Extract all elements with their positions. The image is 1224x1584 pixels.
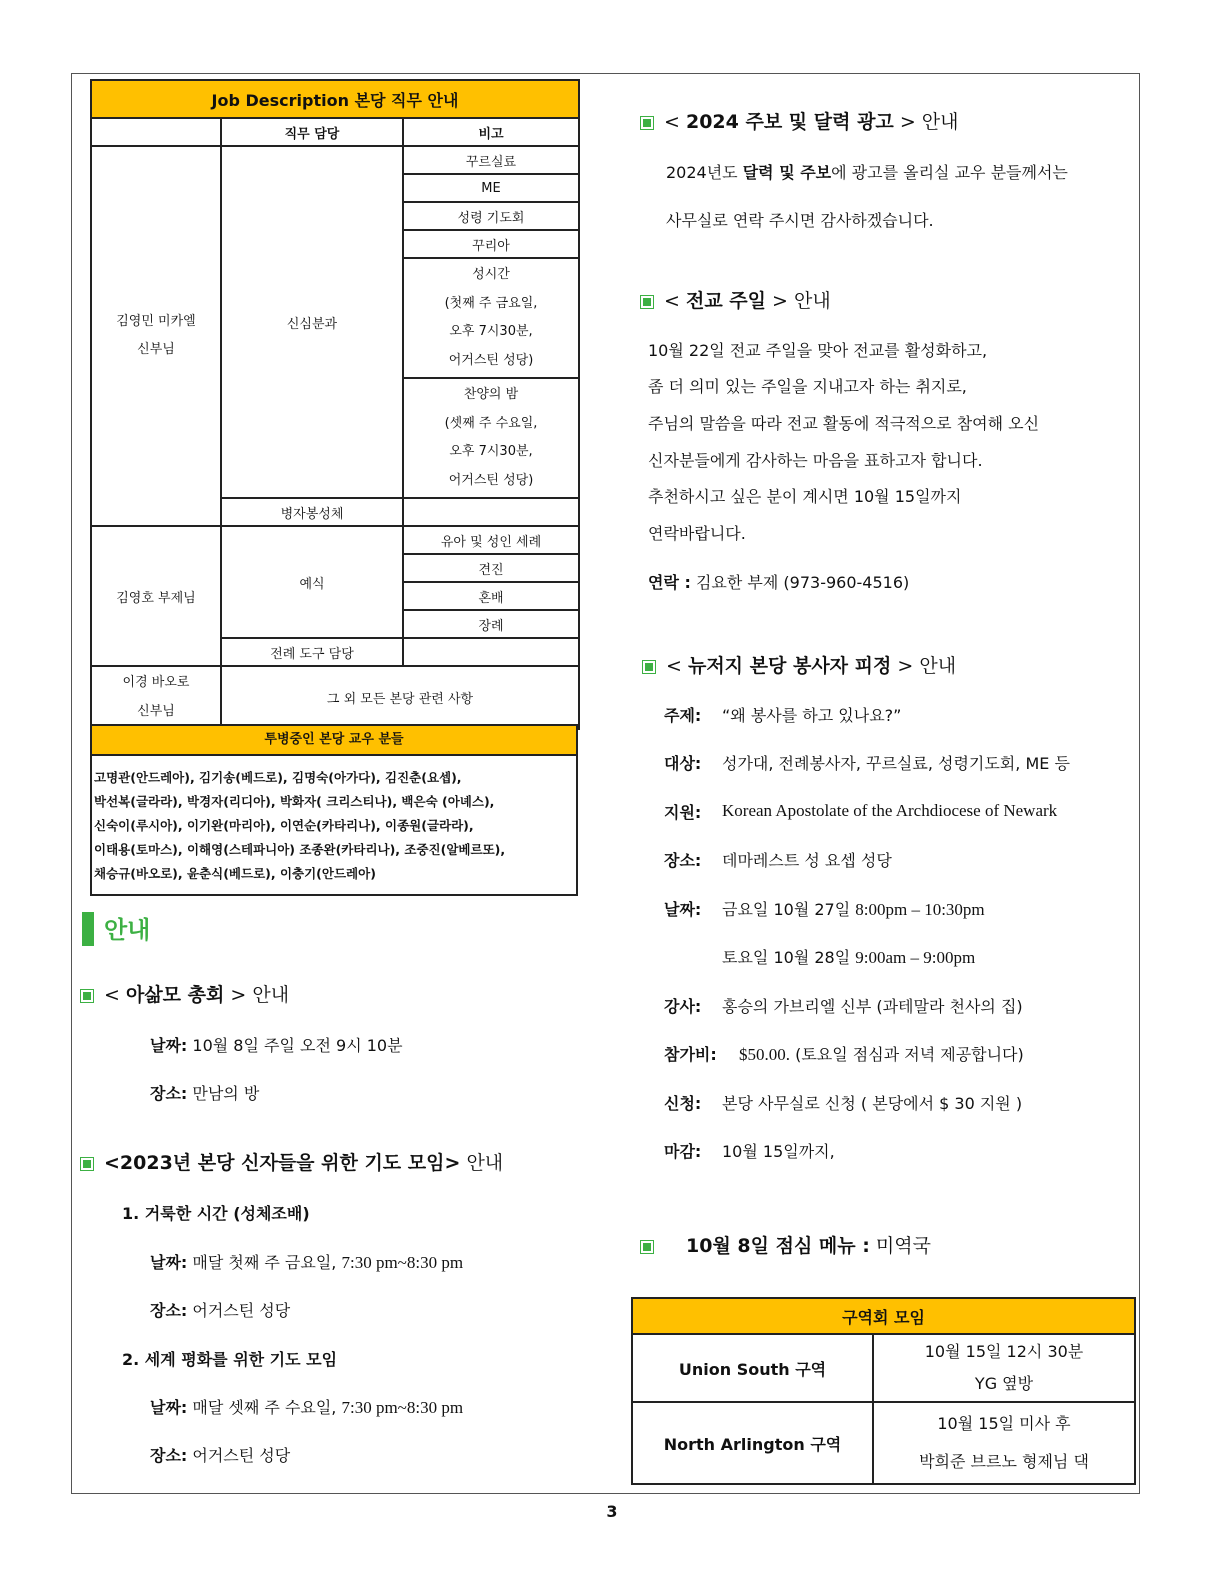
prayer-item1-place [150,1298,290,1321]
retreat-topic-label: 주제: [664,706,702,725]
note-confirmation: 견진 [403,554,579,582]
other-duties-cell: 그 외 모든 본당 관련 사항 [221,666,579,729]
retreat-target-label: 대상: [664,754,702,773]
retreat-speaker: 홍승의 가브리엘 신부 (과테말라 천사의 집) [722,997,1023,1016]
place-value: 만남의 방 [187,1084,260,1103]
retreat-fee-label: 참가비: [664,1045,717,1064]
mission-line: 신자분들에게 감사하는 마음을 표하고자 합니다. [648,451,983,470]
sick-list-line: 채승규(바오로), 윤춘식(베드로), 이충기(안드레아) [94,866,376,881]
holy-hour-line: 어거스틴 성당) [448,352,534,368]
place-label: 장소: [150,1301,188,1320]
section-bar [82,912,94,946]
retreat-fee [739,1042,1024,1065]
place-value: 어거스틴 성당 [187,1446,291,1465]
col-note: 비고 [403,118,579,146]
asalmo-heading [80,980,289,1007]
heading-suffix: > 안내 [224,984,290,1006]
heading-suffix: > 안내 [766,290,831,312]
section-title-text: 안내 [104,916,151,944]
sick-list-title: 투병중인 본당 교우 분들 [92,726,576,756]
lunch-menu: 미역국 [869,1235,931,1257]
retreat-date1 [722,897,985,920]
retreat-place-label: 장소: [664,851,702,870]
page-number: 3 [606,1502,618,1521]
empty-note-cell [403,498,579,526]
calendar-ad-heading [640,107,959,134]
retreat-support: Korean Apostolate of the Archdiocese of Newark [722,801,1058,820]
gathering-title: 구역회 모임 [632,1298,1135,1334]
detail-line: 박희준 브르노 형제님 댁 [919,1452,1089,1471]
time-value: 8:00pm – 10:30pm [855,900,985,919]
mission-line: 주님의 말씀을 따라 전교 활동에 적극적으로 참여해 오신 [648,414,1040,433]
priest1-name: 김영민 미카엘 [116,313,196,329]
calendar-ad-line1 [666,160,1068,183]
date-label: 날짜: [150,1253,188,1272]
retreat-date-label: 날짜: [664,900,702,919]
sick-list-body [92,756,576,894]
sick-list-line: 이태용(토마스), 이해영(스테파니아) 조종완(카타리나), 조중진(알베르또), [94,842,506,857]
date-label: 날짜: [150,1398,188,1417]
deacon-cell: 김영호 부제님 [91,526,221,666]
retreat-place: 데마레스트 성 요셉 성당 [722,851,892,870]
lunch-title: 10월 8일 점심 메뉴 : [686,1235,870,1257]
praise-night-line: 어거스틴 성당) [448,472,534,488]
bracket-open: < [664,111,686,133]
district-name: Union South 구역 [632,1334,873,1402]
fee-amount: $50.00. [739,1045,790,1064]
prayer-item1-date [150,1250,463,1273]
calendar-ad-line2: 사무실로 연락 주시면 감사하겠습니다. [666,211,934,230]
job-description-table [90,79,580,730]
note-me: ME [403,174,579,202]
praise-night-line: 오후 7시30분, [449,444,533,459]
sick-parishioners-box [90,724,578,896]
date-value: 금요일 10월 27일 [722,900,856,919]
empty-note-cell [403,638,579,666]
note-funeral: 장례 [403,610,579,638]
note-marriage: 혼배 [403,582,579,610]
time-value: 7:30 pm~8:30 pm [341,1398,464,1417]
lunch-heading [640,1231,931,1258]
checkbox-icon [80,989,94,1003]
place-label: 장소: [150,1084,188,1103]
text-part: 2024년도 [666,163,743,182]
retreat-target: 성가대, 전례봉사자, 꾸르실료, 성령기도회, ME 등 [722,754,1070,773]
prayer-item2: 2. 세계 평화를 위한 기도 모임 [122,1350,338,1369]
place-label: 장소: [150,1446,188,1465]
dept1-cell: 신심분과 [221,146,403,498]
job-table-title: Job Description 본당 직무 안내 [91,80,579,118]
checkbox-icon [640,1240,654,1254]
mission-heading [640,286,831,313]
district-detail [873,1334,1135,1402]
prayer-title: <2023년 본당 신자들을 위한 기도 모임> [104,1152,461,1174]
retreat-support-label: 지원: [664,803,702,822]
mission-line: 추천하시고 싶은 분이 계시면 10월 15일까지 [648,487,962,506]
bracket-open: < [664,290,686,312]
retreat-title: 뉴저지 본당 봉사자 피정 [687,655,892,677]
date-label: 날짜: [150,1036,188,1055]
priest1-cell [91,146,221,526]
district-gathering-table [631,1297,1136,1485]
priest1-title: 신부님 [137,342,175,357]
mission-line: 연락바랍니다. [648,524,746,543]
priest2-name: 이경 바오로 [122,675,190,690]
holy-hour-line: 오후 7시30분, [449,324,533,339]
sick-communion-cell: 병자봉성체 [221,498,403,526]
sick-list-line: 신숙이(루시아), 이기완(마리아), 이연순(카타리나), 이종원(글라라), [94,818,474,833]
bracket-open: < [104,984,126,1006]
time-value: 9:00am – 9:00pm [855,948,976,967]
note-cursillo: 꾸르실료 [403,146,579,174]
contact-label: 연락 : [648,573,691,592]
retreat-heading [642,651,956,678]
note-holy-spirit: 성령 기도회 [403,202,579,230]
date-value: 매달 첫째 주 금요일, [187,1253,342,1272]
retreat-topic: “왜 봉사를 하고 있나요?” [722,706,902,725]
fee-note: (토요일 점심과 저녁 제공합니다) [790,1045,1024,1064]
note-praise-night [403,378,579,498]
date-value: 매달 셋째 주 수요일, [187,1398,342,1417]
retreat-deadline-label: 마감: [664,1142,702,1161]
time-value: 7:30 pm~8:30 pm [341,1253,464,1272]
district-detail [873,1402,1135,1484]
retreat-speaker-label: 강사: [664,997,702,1016]
prayer-heading [80,1148,503,1175]
mission-line: 10월 22일 전교 주일을 맞아 전교를 활성화하고, [648,341,988,360]
retreat-apply-label: 신청: [664,1094,702,1113]
retreat-deadline: 10월 15일까지, [722,1142,835,1161]
sick-list-line: 고명관(안드레아), 김기송(베드로), 김명숙(아가다), 김진춘(요셉), [94,770,462,785]
date-value: 토요일 10월 28일 [722,948,856,967]
liturgy-tools-cell: 전례 도구 담당 [221,638,403,666]
calendar-ad-title: 2024 주보 및 달력 광고 [685,111,894,133]
note-curia: 꾸리아 [403,230,579,258]
retreat-apply: 본당 사무실로 신청 ( 본당에서 $ 30 지원 ) [722,1094,1023,1113]
holy-hour-line: (첫째 주 금요일, [444,295,538,311]
date-value: 10월 8일 주일 오전 9시 10분 [187,1036,403,1055]
detail-line: YG 옆방 [974,1374,1034,1393]
retreat-date2 [722,945,975,968]
praise-night-line: (셋째 주 수요일, [444,415,538,431]
prayer-item2-date [150,1395,463,1418]
detail-line: 10월 15일 미사 후 [937,1414,1071,1433]
prayer-item2-place [150,1443,290,1466]
heading-suffix: > 안내 [893,111,959,133]
mission-line: 좀 더 의미 있는 주일을 지내고자 하는 취지로, [648,377,967,396]
detail-line: 10월 15일 12시 30분 [924,1342,1084,1361]
asalmo-place [150,1081,259,1104]
mission-contact [648,570,909,593]
bracket-open: < [666,655,688,677]
note-baptism: 유아 및 성인 세례 [403,526,579,554]
priest2-title: 신부님 [137,703,175,719]
prayer-item1: 1. 거룩한 시간 (성체조배) [122,1204,310,1223]
text-part: 에 광고를 올리실 교우 분들께서는 [831,163,1068,182]
note-holy-hour [403,258,579,378]
heading-suffix: > 안내 [891,655,957,677]
checkbox-icon [642,660,656,674]
contact-value: 김요한 부제 (973-960-4516) [690,573,910,592]
dept2-cell: 예식 [221,526,403,638]
priest2-cell [91,666,221,729]
checkbox-icon [640,295,654,309]
mission-title: 전교 주일 [685,290,766,312]
place-value: 어거스틴 성당 [187,1301,291,1320]
asalmo-date [150,1033,403,1056]
text-bold: 달력 및 주보 [742,163,832,182]
checkbox-icon [640,116,654,130]
checkbox-icon [80,1157,94,1171]
col-duty: 직무 담당 [221,118,403,146]
holy-hour-line: 성시간 [472,267,510,282]
asalmo-title: 아삶모 총회 [125,984,225,1006]
district-name: North Arlington 구역 [632,1402,873,1484]
praise-night-line: 찬양의 밤 [463,387,519,402]
sick-list-line: 박선복(글라라), 박경자(리디아), 박화자( 크리스티나), 백은숙 (아녜스), [94,794,495,809]
heading-suffix: 안내 [460,1152,504,1174]
